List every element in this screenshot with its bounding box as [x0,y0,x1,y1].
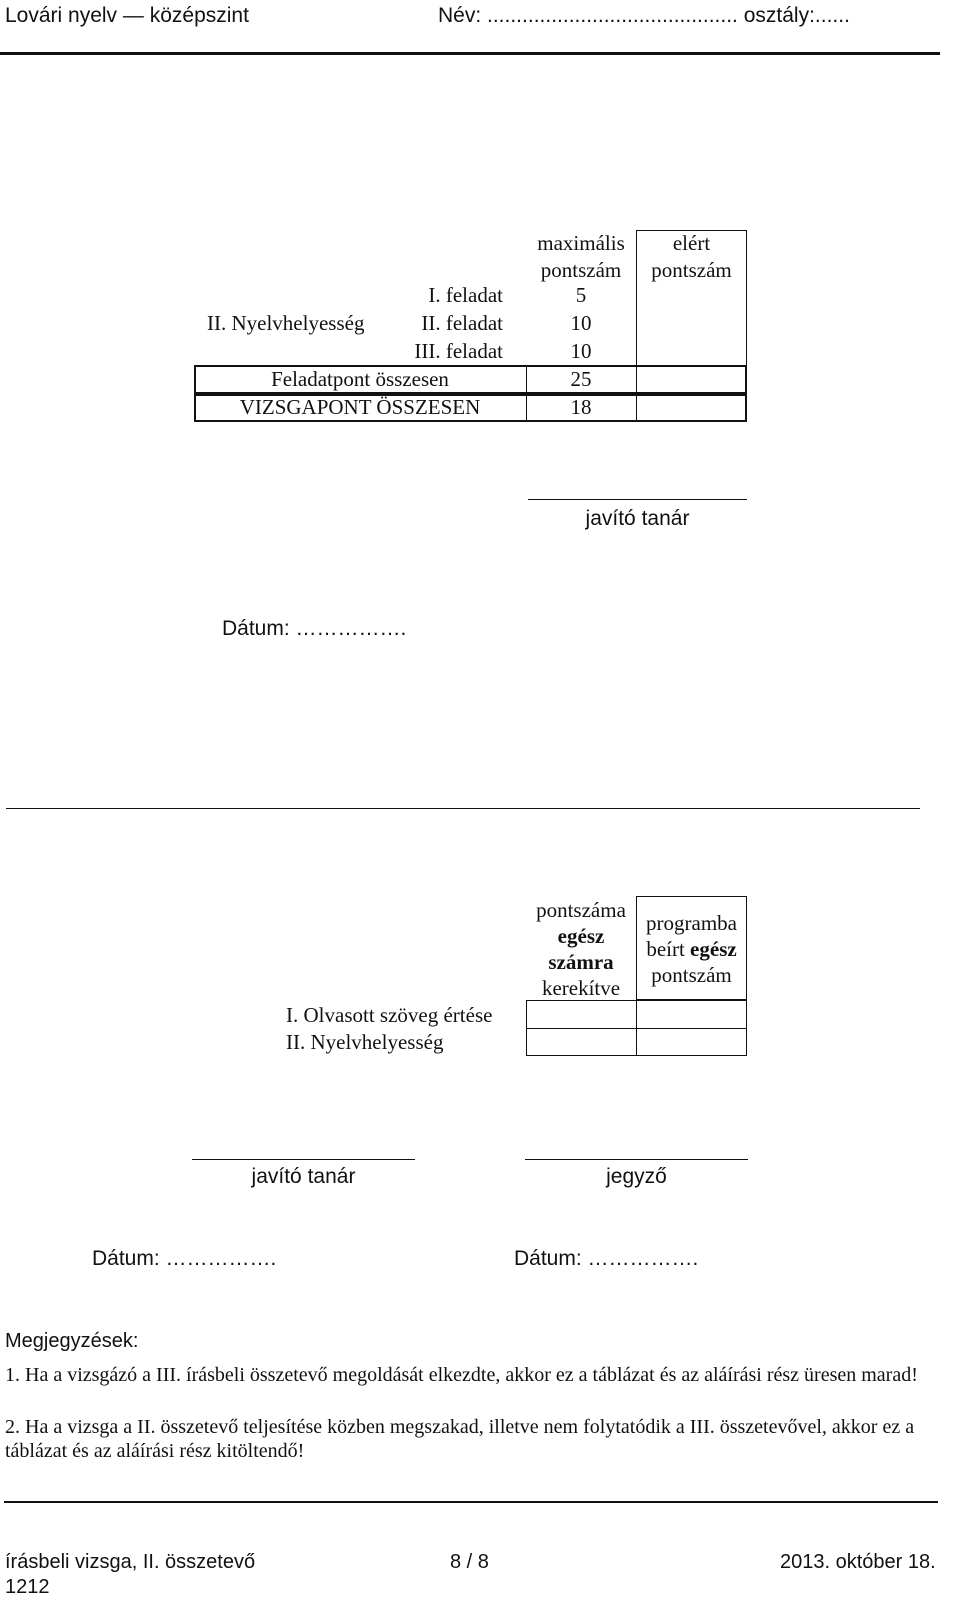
program-score-header: programba beírt egész pontszám [646,911,737,987]
task-label: II. feladat [421,311,503,335]
reading-row-label: I. Olvasott szöveg értése [286,1003,493,1027]
signature-role: javító tanár [585,507,690,530]
registrar-signature-line[interactable] [525,1159,748,1160]
registrar-signature-role: jegyző [606,1165,667,1188]
grammar-program-score[interactable] [637,1029,746,1055]
teacher-date-field[interactable]: Dátum: ……………. [92,1247,277,1270]
task-label: I. feladat [428,283,503,307]
teacher-signature-role: javító tanár [251,1165,356,1188]
date-field[interactable]: Dátum: ……………. [222,617,407,640]
max-score-header: maximális pontszám [537,231,625,282]
task-max-score: 10 [570,311,592,335]
task-max-score: 5 [575,283,587,307]
rounded-score-header: pontszáma egész számra kerekítve [536,898,626,1000]
signature-line[interactable] [528,499,747,500]
grammar-rounded-score[interactable] [527,1029,635,1055]
note-1: 1. Ha a vizsgázó a III. írásbeli összetevő megoldását elkezdte, akkor ez a táblázat és az aláírási rész üresen marad! [5,1364,918,1386]
header-title: Lovári nyelv — középszint [5,4,249,27]
exam-code: 1212 [5,1576,50,1598]
page-number: 8 / 8 [450,1551,489,1573]
registrar-date-field[interactable]: Dátum: ……………. [514,1247,699,1270]
footer-rule [4,1501,938,1503]
notes-title: Megjegyzések: [5,1330,139,1352]
task-max-score: 10 [570,339,592,363]
reading-rounded-score[interactable] [527,1001,635,1027]
total-label: VIZSGAPONT ÖSSZESEN [239,395,481,419]
teacher-signature-line[interactable] [192,1159,415,1160]
footer-date: 2013. október 18. [780,1551,936,1573]
reached-score-header: elért pontszám [651,231,732,282]
note-2: 2. Ha a vizsga a II. összetevő teljesítése közben megszakad, illetve nem folytatódik a III. összetevővel, akkor ez a táblázat és az aláírási rész kitöltendő! [5,1416,915,1462]
name-class-field[interactable]: Név: ........................................... osztály:...... [438,4,850,27]
subtotal-label: Feladatpont összesen [271,367,449,391]
grammar-row-label: II. Nyelvhelyesség [286,1030,444,1054]
section-label: II. Nyelvhelyesség [207,311,365,335]
header-rule [0,52,940,55]
footer-left: írásbeli vizsga, II. összetevő [5,1551,256,1573]
subtotal-value: 25 [570,367,592,391]
total-value: 18 [570,395,592,419]
section-divider [6,808,920,809]
task-label: III. feladat [414,339,503,363]
reading-program-score[interactable] [637,1001,746,1027]
